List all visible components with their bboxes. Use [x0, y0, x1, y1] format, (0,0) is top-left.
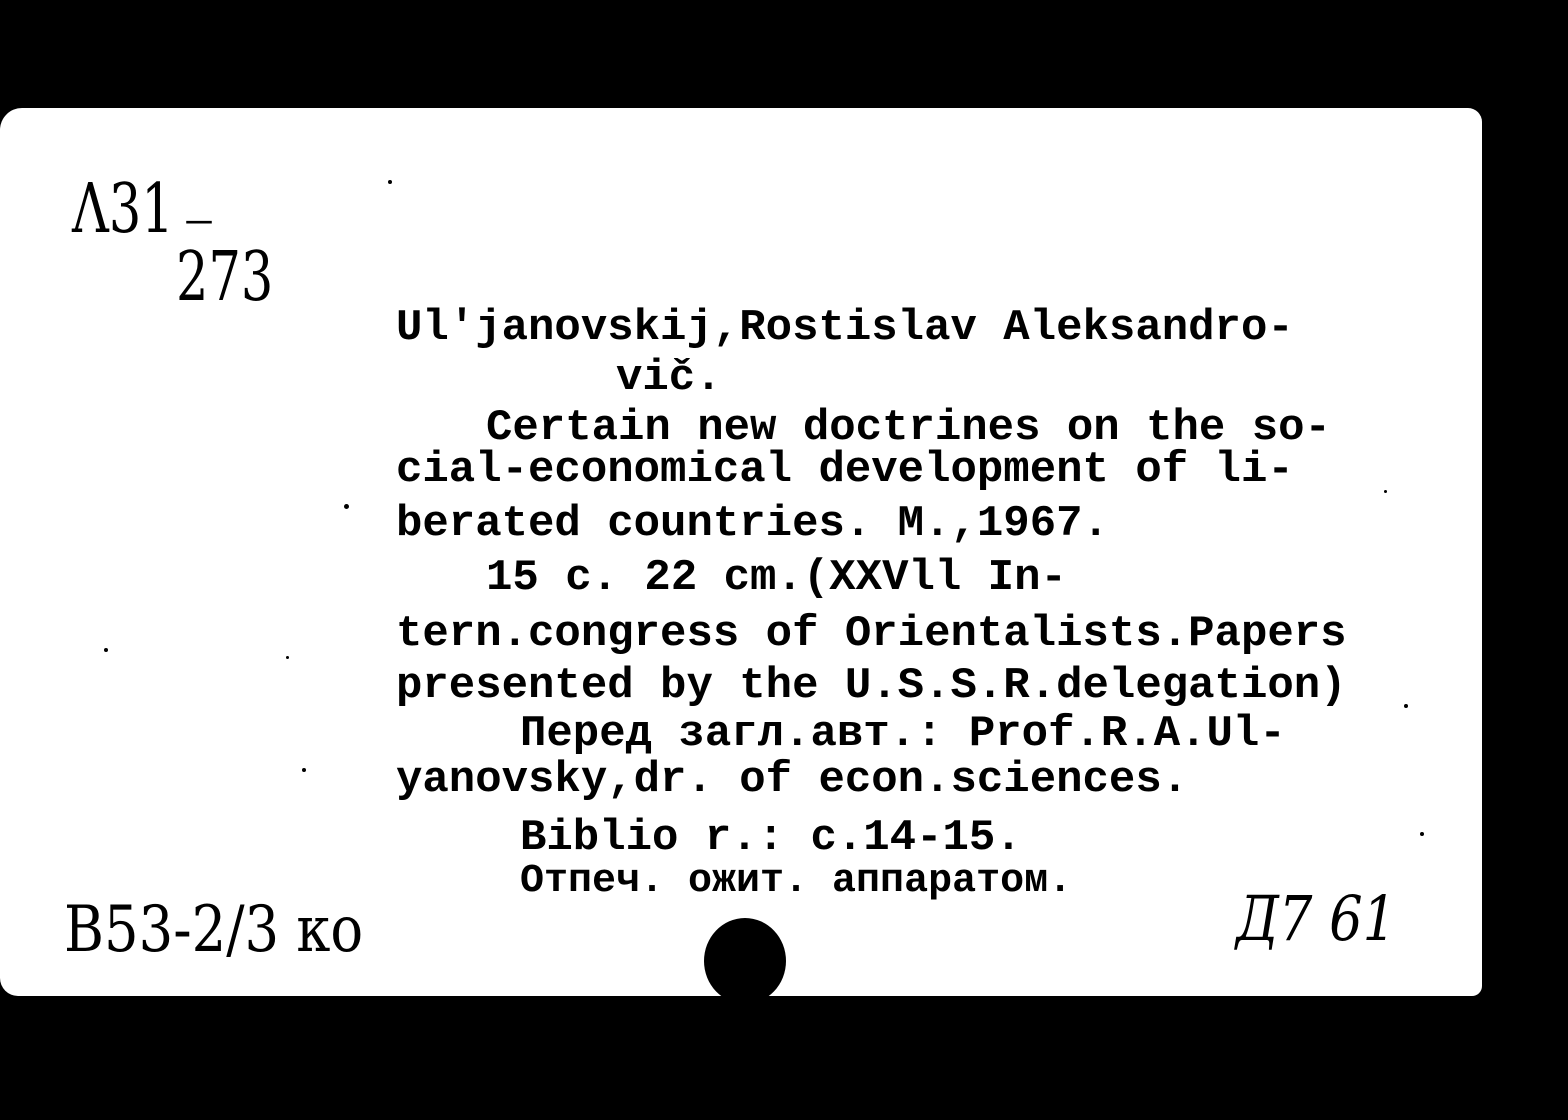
shelf-mark: B53-2/3 ко	[64, 893, 364, 967]
entry-line-7: tern.congress of Orientalists.Papers	[396, 609, 1347, 659]
scan-speck	[1384, 490, 1387, 493]
entry-line-9: Перед загл.авт.: Prof.R.A.Ul-	[520, 709, 1286, 759]
entry-line-6: 15 c. 22 cm.(XXVll In-	[486, 553, 1067, 603]
entry-line-11: Biblio r.: c.14-15.	[520, 813, 1022, 863]
entry-line-4: cial-economical development of li-	[396, 445, 1294, 495]
entry-line-8: presented by the U.S.S.R.delegation)	[396, 661, 1347, 711]
scan-speck	[104, 648, 108, 652]
entry-line-2: vič.	[616, 353, 722, 403]
scan-speck	[1404, 704, 1408, 708]
scan-speck	[1420, 832, 1424, 836]
entry-line-3: Certain new doctrines on the so-	[486, 403, 1331, 453]
scan-speck	[388, 180, 392, 184]
catalog-card	[0, 108, 1482, 996]
entry-line-10: yanovsky,dr. of econ.sciences.	[396, 755, 1189, 805]
inventory-mark: Д7 61	[1236, 882, 1397, 955]
call-number-bar: —	[185, 197, 213, 243]
entry-line-12: Отпеч. ожит. аппаратом.	[520, 859, 1073, 904]
call-number-bottom: 273	[176, 238, 274, 317]
scan-speck	[302, 768, 306, 772]
scan-speck	[286, 656, 289, 659]
entry-line-1: Ul'janovskij,Rostislav Aleksandro-	[396, 303, 1294, 353]
call-number-top: Λ31	[72, 170, 174, 249]
scan-speck	[344, 504, 349, 509]
entry-line-5: berated countries. M.,1967.	[396, 499, 1109, 549]
punch-hole	[704, 918, 786, 1004]
